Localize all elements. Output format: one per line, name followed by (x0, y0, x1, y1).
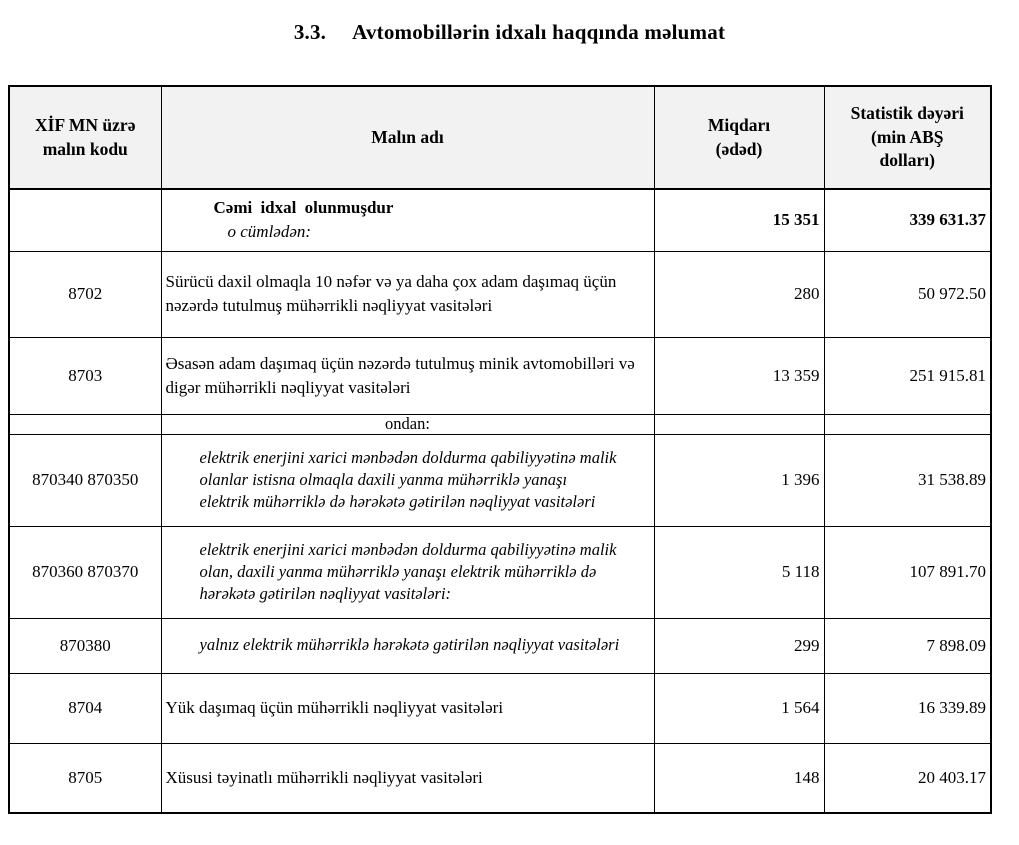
name-cell: yalnız elektrik mühərriklə hərəkətə gətirilən nəqliyyat vasitələri (161, 618, 654, 673)
col-header-code: XİF MN üzrə malın kodu (9, 86, 161, 189)
table-row-total (9, 189, 991, 251)
value-cell: 339 631.37 (824, 189, 991, 251)
name-cell: Əsasən adam daşımaq üçün nəzərdə tutulmuş minik avtomobilləri və digər mühərrikli nəqliyyat vasitələri (161, 337, 654, 414)
value-cell: 20 403.17 (824, 743, 991, 813)
table-row-ondan (9, 414, 991, 434)
value-cell (824, 414, 991, 434)
quantity-cell: 15 351 (654, 189, 824, 251)
code-cell: 8704 (9, 673, 161, 743)
quantity-cell: 148 (654, 743, 824, 813)
table-row-8702 (9, 251, 991, 337)
name-cell: elektrik enerjini xarici mənbədən doldurma qabiliyyətinə malik olan, daxili yanma mühərriklə yanaşı elektrik mühərriklə də hərəkətə gətirilən nəqliyyat vasitələri: (161, 526, 654, 618)
name-cell (161, 189, 654, 251)
quantity-cell: 299 (654, 618, 824, 673)
table-header-row (9, 86, 991, 189)
code-cell (9, 189, 161, 251)
quantity-cell: 1 564 (654, 673, 824, 743)
name-cell: Xüsusi təyinatlı mühərrikli nəqliyyat vasitələri (161, 743, 654, 813)
code-cell: 8703 (9, 337, 161, 414)
table-row-8704 (9, 673, 991, 743)
value-cell: 31 538.89 (824, 434, 991, 526)
imports-table (8, 85, 992, 814)
col-header-quantity: Miqdarı (ədəd) (654, 86, 824, 189)
quantity-cell: 280 (654, 251, 824, 337)
value-cell: 107 891.70 (824, 526, 991, 618)
quantity-cell (654, 414, 824, 434)
section-number: 3.3. (293, 20, 327, 44)
section-title (0, 0, 1019, 45)
value-cell: 251 915.81 (824, 337, 991, 414)
code-cell: 870360 870370 (9, 526, 161, 618)
col-header-value: Statistik dəyəri (min ABŞ dolları) (824, 86, 991, 189)
table-row-8703 (9, 337, 991, 414)
code-cell (9, 414, 161, 434)
code-cell: 870380 (9, 618, 161, 673)
quantity-cell: 13 359 (654, 337, 824, 414)
quantity-cell: 5 118 (654, 526, 824, 618)
table-row-870360-870370 (9, 526, 991, 618)
table-row-870340-870350 (9, 434, 991, 526)
name-cell: elektrik enerjini xarici mənbədən doldurma qabiliyyətinə malik olanlar istisna olmaqla daxili yanma mühərriklə yanaşı elektrik mühərriklə də hərəkətə gətirilən nəqliyyat vasitələri (161, 434, 654, 526)
name-cell: Sürücü daxil olmaqla 10 nəfər və ya daha çox adam daşımaq üçün nəzərdə tutulmuş mühərrikli nəqliyyat vasitələri (161, 251, 654, 337)
total-label: Cəmi idxal olunmuşdur (213, 198, 394, 218)
code-cell: 870340 870350 (9, 434, 161, 526)
name-cell: Yük daşımaq üçün mühərrikli nəqliyyat vasitələri (161, 673, 654, 743)
value-cell: 50 972.50 (824, 251, 991, 337)
section-title-text: Avtomobillərin idxalı haqqında məlumat (352, 20, 726, 44)
value-cell: 16 339.89 (824, 673, 991, 743)
value-cell: 7 898.09 (824, 618, 991, 673)
name-cell: ondan: (161, 414, 654, 434)
table-row-870380 (9, 618, 991, 673)
code-cell: 8702 (9, 251, 161, 337)
code-cell: 8705 (9, 743, 161, 813)
table-row-8705 (9, 743, 991, 813)
total-sublabel: o cümlədən: (227, 222, 312, 242)
quantity-cell: 1 396 (654, 434, 824, 526)
col-header-name: Malın adı (161, 86, 654, 189)
